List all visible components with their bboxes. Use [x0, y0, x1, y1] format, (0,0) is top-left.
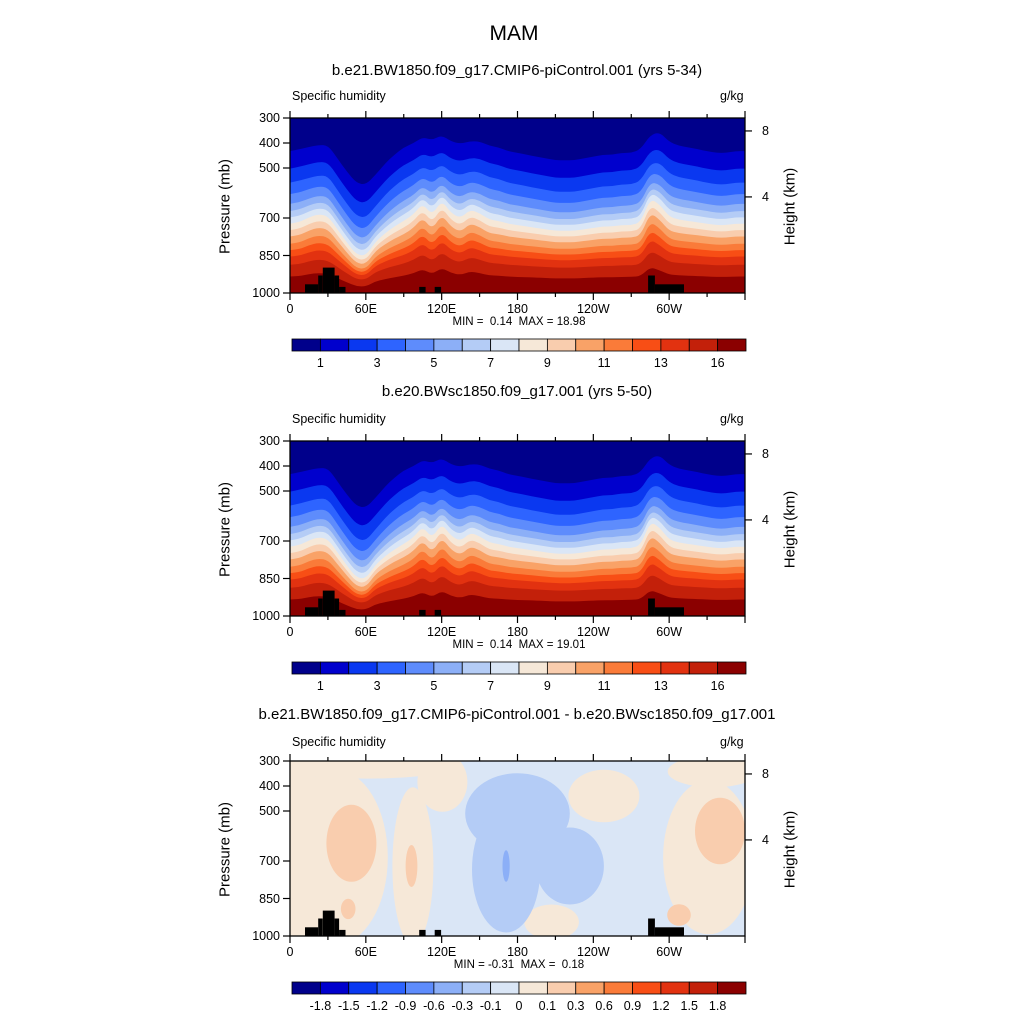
- longitude-tick-label: 60W: [656, 945, 683, 959]
- pressure-tick-label: 400: [259, 459, 280, 473]
- panel-3-minmax: MIN = -0.31 MAX = 0.18: [453, 959, 585, 971]
- pressure-tick-label: 500: [259, 161, 280, 175]
- longitude-tick-label: 120W: [577, 945, 610, 959]
- colorbar-tick-label: -1.2: [366, 999, 388, 1013]
- panel-3-units-label: g/kg: [720, 735, 744, 749]
- pressure-tick-label: 1000: [252, 286, 280, 300]
- pressure-tick-label: 400: [259, 779, 280, 793]
- height-axis-label: Height (km): [781, 810, 799, 889]
- longitude-tick-label: 60E: [354, 945, 377, 959]
- colorbar-tick-label: -0.9: [394, 999, 417, 1013]
- colorbar-tick-label: 3: [373, 679, 381, 693]
- panel-3-colorbar: [292, 982, 746, 994]
- panel-1-colorbar: [292, 339, 746, 351]
- panel-2-plot-area: [290, 441, 745, 616]
- panel-3-title: b.e21.BW1850.f09_g17.CMIP6-piControl.001 - b.e20.BWsc1850.f09_g17.001: [258, 706, 776, 723]
- longitude-tick-label: 0: [286, 302, 294, 316]
- longitude-tick-label: 60W: [656, 302, 683, 316]
- pressure-axis-label: Pressure (mb): [216, 801, 234, 898]
- longitude-tick-label: 180: [507, 625, 528, 639]
- pressure-tick-label: 1000: [252, 609, 280, 623]
- colorbar-tick-label: -0.1: [479, 999, 502, 1013]
- colorbar-tick-label: 11: [597, 679, 611, 693]
- pressure-tick-label: 500: [259, 484, 280, 498]
- pressure-tick-label: 400: [259, 136, 280, 150]
- figure-title: MAM: [489, 22, 539, 45]
- panel-2-minmax: MIN = 0.14 MAX = 19.01: [452, 639, 586, 651]
- panel-2-units-label: g/kg: [720, 412, 744, 426]
- pressure-axis-label: Pressure (mb): [216, 481, 234, 578]
- colorbar-tick-label: 13: [653, 356, 668, 370]
- pressure-tick-label: 850: [259, 571, 280, 586]
- height-tick-label: 4: [762, 512, 769, 527]
- panel-1-field-label: Specific humidity: [292, 89, 386, 103]
- height-tick-label: 8: [762, 766, 769, 781]
- colorbar-tick-label: 0.6: [595, 999, 613, 1013]
- longitude-tick-label: 0: [286, 945, 294, 959]
- longitude-tick-label: 60E: [354, 625, 377, 639]
- colorbar-tick-label: 1.5: [680, 999, 698, 1013]
- panel-3-field-label: Specific humidity: [292, 735, 386, 749]
- longitude-tick-label: 60W: [656, 625, 683, 639]
- pressure-tick-label: 1000: [252, 929, 280, 943]
- colorbar-tick-label: 5: [430, 356, 438, 370]
- height-axis-label: Height (km): [781, 490, 799, 569]
- colorbar-tick-label: 7: [487, 679, 495, 693]
- longitude-tick-label: 120E: [427, 625, 457, 639]
- longitude-tick-label: 120E: [427, 945, 457, 959]
- height-axis-label: Height (km): [781, 167, 799, 246]
- panel-2-field-label: Specific humidity: [292, 412, 386, 426]
- longitude-tick-label: 180: [507, 945, 528, 959]
- colorbar-tick-label: 9: [543, 679, 551, 693]
- colorbar-tick-label: 11: [597, 356, 611, 370]
- pressure-tick-label: 300: [259, 754, 280, 768]
- panel-2-colorbar: [292, 662, 746, 674]
- colorbar-tick-label: 0.1: [538, 999, 557, 1013]
- longitude-tick-label: 120W: [577, 625, 610, 639]
- pressure-tick-label: 300: [259, 434, 280, 448]
- panel-2-title: b.e20.BWsc1850.f09_g17.001 (yrs 5-50): [381, 383, 653, 400]
- pressure-tick-label: 850: [259, 891, 280, 906]
- pressure-tick-label: 500: [259, 804, 280, 818]
- colorbar-tick-label: 9: [543, 356, 551, 370]
- height-tick-label: 8: [762, 123, 769, 138]
- pressure-tick-label: 300: [259, 111, 280, 125]
- colorbar-tick-label: 1.8: [708, 999, 727, 1013]
- colorbar-tick-label: 5: [430, 679, 438, 693]
- colorbar-tick-label: 3: [373, 356, 381, 370]
- colorbar-tick-label: -1.8: [309, 999, 332, 1013]
- colorbar-tick-label: -1.5: [337, 999, 360, 1013]
- height-tick-label: 8: [762, 446, 769, 461]
- colorbar-tick-label: 7: [487, 356, 495, 370]
- longitude-tick-label: 180: [507, 302, 528, 316]
- colorbar-tick-label: 16: [710, 356, 725, 370]
- colorbar-tick-label: 16: [710, 679, 725, 693]
- colorbar-tick-label: 1: [316, 679, 324, 693]
- panel-1-units-label: g/kg: [720, 89, 744, 103]
- panel-1-title: b.e21.BW1850.f09_g17.CMIP6-piControl.001 (yrs 5-34): [331, 62, 703, 79]
- colorbar-tick-label: -0.3: [451, 999, 474, 1013]
- pressure-tick-label: 850: [259, 248, 280, 263]
- colorbar-tick-label: 0.9: [623, 999, 642, 1013]
- colorbar-tick-label: 0.3: [567, 999, 585, 1013]
- panel-1-minmax: MIN = 0.14 MAX = 18.98: [452, 316, 586, 328]
- longitude-tick-label: 0: [286, 625, 294, 639]
- longitude-tick-label: 60E: [354, 302, 377, 316]
- pressure-tick-label: 700: [259, 534, 280, 548]
- longitude-tick-label: 120W: [577, 302, 610, 316]
- longitude-tick-label: 120E: [427, 302, 457, 316]
- pressure-tick-label: 700: [259, 211, 280, 225]
- pressure-axis-label: Pressure (mb): [216, 158, 234, 255]
- colorbar-tick-label: 13: [653, 679, 668, 693]
- panel-3-plot-area: [290, 761, 745, 936]
- height-tick-label: 4: [762, 832, 769, 847]
- colorbar-tick-label: -0.6: [423, 999, 445, 1013]
- colorbar-tick-label: 0: [515, 999, 523, 1013]
- pressure-tick-label: 700: [259, 854, 280, 868]
- panel-1-plot-area: [290, 118, 745, 293]
- colorbar-tick-label: 1.2: [652, 999, 670, 1013]
- height-tick-label: 4: [762, 189, 769, 204]
- colorbar-tick-label: 1: [316, 356, 324, 370]
